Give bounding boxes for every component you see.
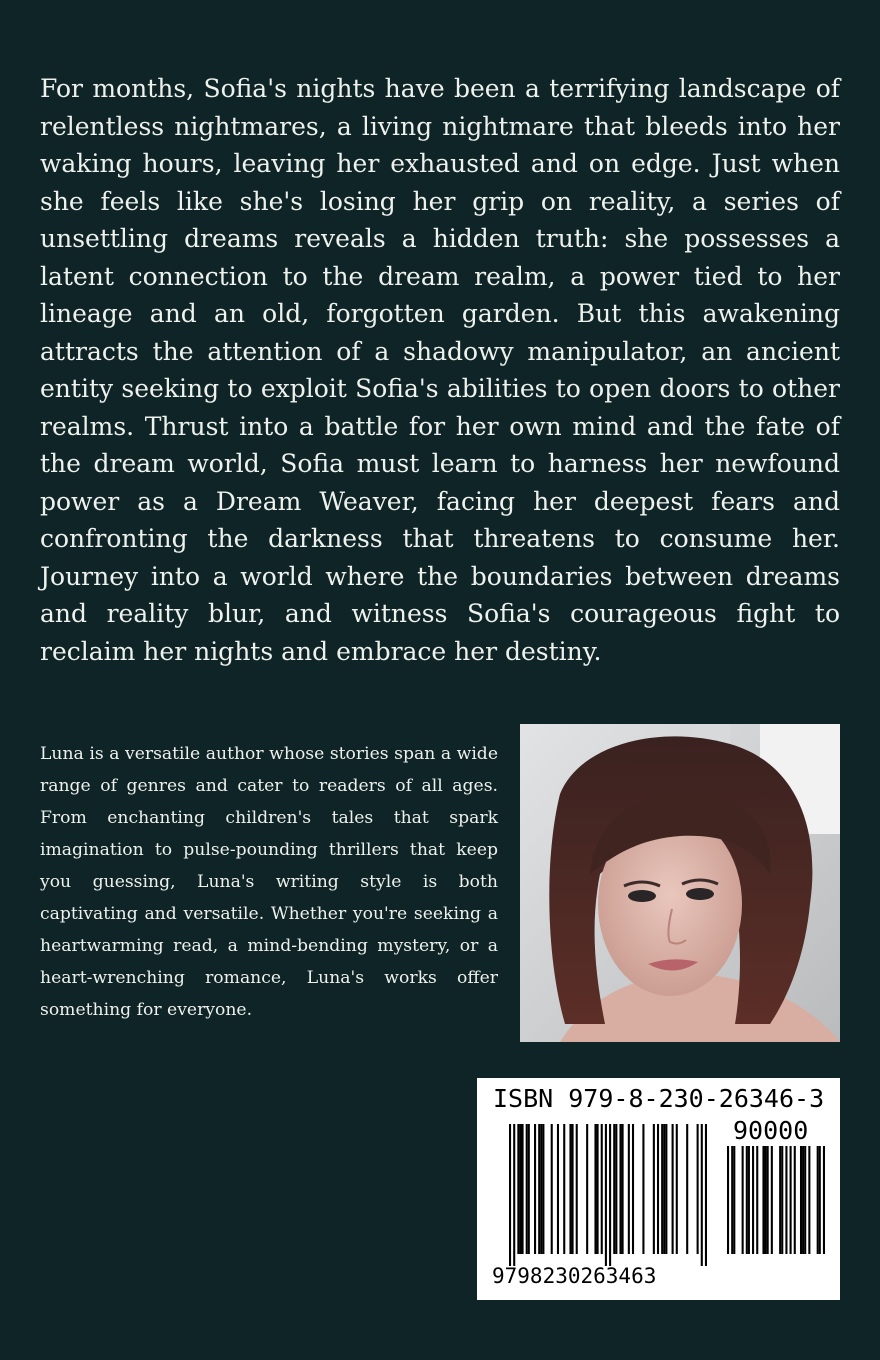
barcode-bar — [705, 1124, 707, 1266]
barcode-bar — [686, 1124, 688, 1254]
barcode-bar — [746, 1146, 748, 1254]
price-code: 90000 — [733, 1116, 809, 1145]
barcode-bar — [605, 1124, 607, 1266]
barcode-bar — [601, 1124, 603, 1254]
barcode-bar — [794, 1146, 796, 1254]
barcode-bar — [742, 1146, 744, 1254]
barcode-bar — [672, 1124, 674, 1254]
barcode-bar — [765, 1146, 767, 1254]
barcode-bar — [619, 1124, 621, 1254]
book-description: For months, Sofia's nights have been a terrifying landscape of relentless nightmares, a living nightmare that bleeds into her waking hours, leaving her exhausted and on edge. Just when she feels like she's losing her grip on reality, a series of unsettling dreams reveals a hidden truth: she possesses a latent connection to the dream realm, a power tied to her lineage and an old, forgotten garden. But this awakening attracts the attention of a shadowy manipulator, an ancient entity seeking to exploit Sofia's abilities to open doors to other realms. Thrust into a battle for her own mind and the fate of the dream world, Sofia must learn to harness her newfound power as a Dream Weaver, facing her deepest fears and confronting the darkness that threatens to consume her. Journey into a world where the boundaries between dreams and reality blur, and witness Sofia's courageous fight to reclaim her nights and embrace her destiny. — [40, 74, 840, 666]
barcode-bar — [767, 1146, 769, 1254]
isbn-barcode — [477, 1078, 840, 1300]
barcode-bar — [779, 1146, 781, 1254]
barcode-bar — [509, 1124, 511, 1266]
barcode-bar — [551, 1124, 553, 1254]
author-photo — [520, 724, 840, 1042]
barcode-bar — [613, 1124, 615, 1254]
barcode-bar — [748, 1146, 750, 1254]
barcode-bar — [790, 1146, 792, 1254]
barcode-bar — [576, 1124, 578, 1254]
barcode-bar — [733, 1146, 735, 1254]
barcode-bar — [808, 1146, 810, 1254]
addon-bars — [727, 1146, 825, 1254]
isbn-label: ISBN 979-8-230-26346-3 — [493, 1084, 825, 1113]
barcode-bar — [756, 1146, 758, 1254]
barcode-bar — [615, 1124, 617, 1254]
barcode-bar — [569, 1124, 571, 1254]
barcode-bar — [557, 1124, 559, 1254]
barcode-bar — [563, 1124, 565, 1254]
barcode-bar — [628, 1124, 630, 1254]
barcode-bar — [586, 1124, 588, 1254]
barcode-bar — [597, 1124, 599, 1254]
barcode-bar — [513, 1124, 515, 1266]
ean-bars — [509, 1124, 707, 1266]
barcode-bar — [802, 1146, 804, 1254]
barcode-bar — [731, 1146, 733, 1254]
barcode-bar — [781, 1146, 783, 1254]
barcode-bar — [661, 1124, 663, 1254]
barcode-bar — [534, 1124, 536, 1254]
barcode-bar — [701, 1124, 703, 1266]
barcode-bar — [653, 1124, 655, 1254]
author-bio: Luna is a versatile author whose stories span a wide range of genres and cater to readers of all ages. From enchanting children's tales that spark imagination to pulse-pounding thrillers that keep you guessing, Luna's writing style is both captivating and versatile. Whether you're seeking a heartwarming read, a mind-bending mystery, or a heart-wrenching romance, Luna's works offer something for everyone. — [40, 744, 498, 1020]
ean-digits: 9798230263463 — [492, 1264, 657, 1288]
barcode-bar — [526, 1124, 528, 1254]
barcode-bar — [817, 1146, 819, 1254]
barcode-bar — [762, 1146, 764, 1254]
author-portrait-image — [520, 724, 840, 1042]
barcode-bar — [665, 1124, 667, 1254]
barcode-bar — [642, 1124, 644, 1254]
barcode-bar — [752, 1146, 754, 1254]
barcode-bar — [632, 1124, 634, 1254]
barcode-bar — [517, 1124, 519, 1254]
barcode-bar — [540, 1124, 542, 1254]
barcode-bar — [771, 1146, 773, 1254]
barcode-bar — [522, 1124, 524, 1254]
barcode-bar — [800, 1146, 802, 1254]
barcode-bar — [609, 1124, 611, 1266]
barcode-bar — [727, 1146, 729, 1254]
barcode-bar — [804, 1146, 806, 1254]
barcode-bar — [538, 1124, 540, 1254]
barcode-bar — [785, 1146, 787, 1254]
barcode-bar — [594, 1124, 596, 1254]
barcode-bar — [823, 1146, 825, 1254]
barcode-bar — [542, 1124, 544, 1254]
barcode-bar — [819, 1146, 821, 1254]
barcode-bar — [528, 1124, 530, 1254]
barcode-bar — [663, 1124, 665, 1254]
barcode-bar — [676, 1124, 678, 1254]
barcode-bar — [572, 1124, 574, 1254]
barcode-bar — [697, 1124, 699, 1254]
barcode-bar — [519, 1124, 521, 1254]
barcode-bar — [622, 1124, 624, 1254]
barcode-bar — [657, 1124, 659, 1254]
